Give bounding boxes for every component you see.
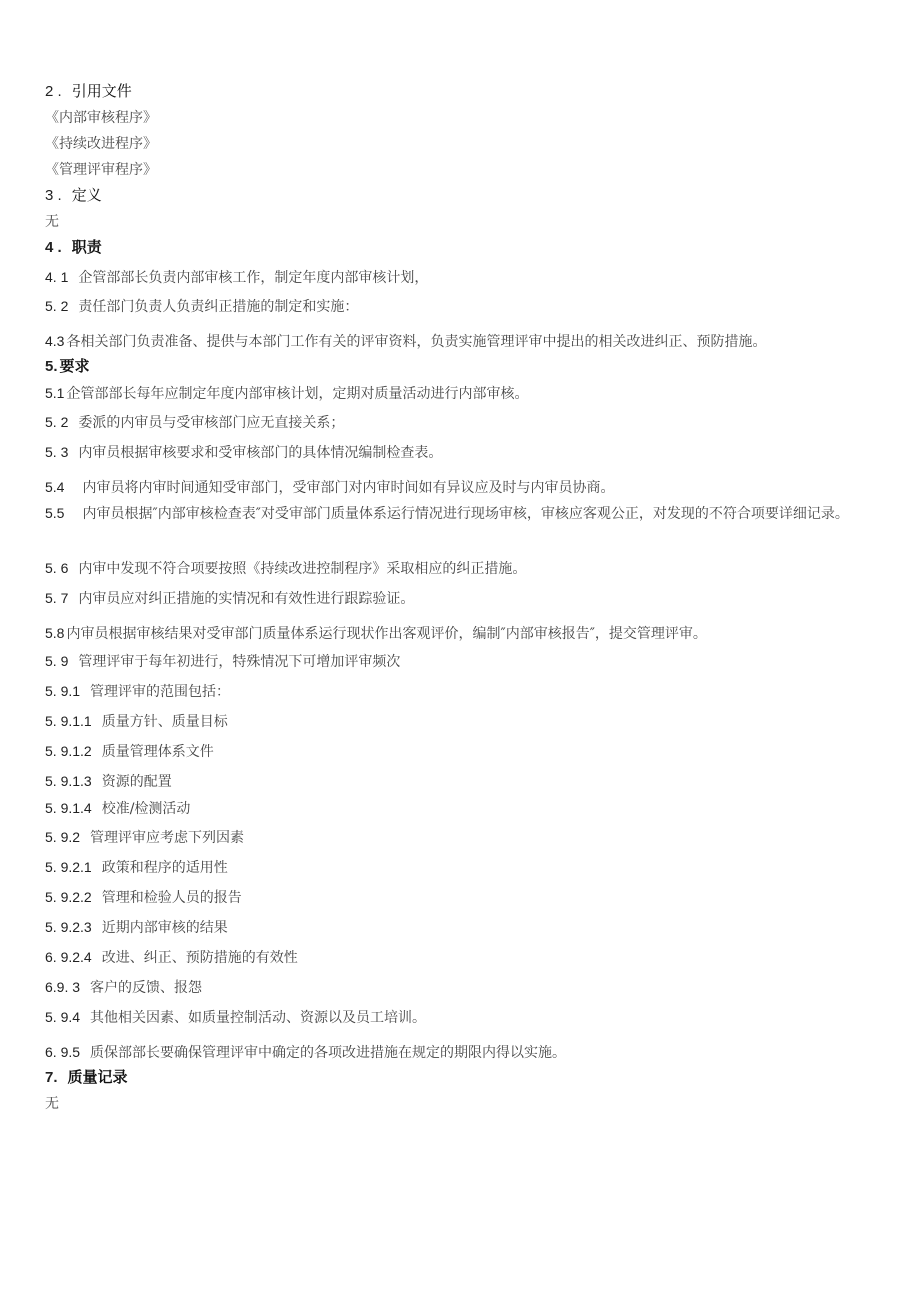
clause-number: 5. 6	[45, 560, 69, 576]
clause-number: 5. 9.1.2	[45, 743, 92, 759]
clause-number: 5. 9.1.4	[45, 800, 92, 816]
clause-text: 校准/检测活动	[101, 801, 191, 817]
clause-number: 5. 3	[45, 444, 69, 460]
clause-text: 质保部部长要确保管理评审中确定的各项改进措施在规定的期限内得以实施。	[90, 1045, 567, 1061]
section-number: 2 .	[45, 83, 62, 100]
clause-text: 改进、纠正、预防措施的有效性	[101, 950, 298, 966]
clause-text: 内审员根据审核要求和受审核部门的具体情况编制检查表。	[78, 445, 443, 461]
clause-text: 质量方针、质量目标	[101, 714, 228, 730]
clause-5-9	[45, 648, 876, 675]
clause-5-6	[45, 555, 876, 582]
clause-5-9-4	[45, 1004, 876, 1031]
section-heading-responsibilities	[45, 235, 876, 261]
section-title: 职责	[71, 239, 102, 256]
clause-number: 5. 2	[45, 414, 69, 430]
reference-doc-management-review	[45, 157, 876, 183]
clause-number: 5. 9	[45, 653, 69, 669]
clause-text: 近期内部审核的结果	[101, 920, 228, 936]
section-title: 质量记录	[67, 1069, 128, 1086]
clause-4-3	[45, 328, 876, 355]
reference-text: 《内部审核程序》	[45, 110, 157, 126]
clause-number: 4.3	[45, 333, 65, 349]
clause-5-3	[45, 439, 876, 466]
section-number: 5.	[45, 358, 58, 375]
section-title: 要求	[59, 358, 90, 375]
section-heading-references	[45, 79, 876, 105]
reference-doc-internal-audit	[45, 105, 876, 131]
reference-text: 《持续改进程序》	[45, 136, 157, 152]
clause-6-9-2-4	[45, 944, 876, 971]
reference-text: 《管理评审程序》	[45, 162, 157, 178]
clause-text: 责任部门负责人负责纠正措施的制定和实施：	[78, 299, 359, 315]
clause-5-7	[45, 585, 876, 612]
clause-5-9-2	[45, 824, 876, 851]
clause-text: 内审员应对纠正措施的实情况和有效性进行跟踪验证。	[78, 591, 415, 607]
clause-number: 5. 2	[45, 298, 69, 314]
clause-5-2	[45, 409, 876, 436]
clause-text: 政策和程序的适用性	[101, 860, 228, 876]
section-number: 4 .	[45, 239, 62, 256]
clause-number: 6.9. 3	[45, 979, 81, 995]
clause-text: 质量管理体系文件	[101, 744, 214, 760]
clause-5-9-1-4	[45, 795, 876, 822]
clause-number: 5. 9.2	[45, 829, 81, 845]
clause-6-9-3	[45, 974, 876, 1001]
clause-5-8	[45, 620, 876, 647]
section-heading-quality-records	[45, 1065, 876, 1091]
clause-5-9-1-3	[45, 768, 876, 795]
clause-text: 各相关部门负责准备、提供与本部门工作有关的评审资料，负责实施管理评审中提出的相关改进纠正、预防措施。	[66, 334, 767, 350]
clause-text: 客户的反馈、报怨	[90, 980, 203, 996]
clause-number: 5. 9.2.3	[45, 919, 92, 935]
clause-number: 5. 9.1.3	[45, 773, 92, 789]
clause-5-4	[45, 474, 876, 501]
clause-text: 管理评审的范围包括：	[90, 684, 231, 700]
clause-5-9-1-1	[45, 708, 876, 735]
clause-number: 5.8	[45, 625, 65, 641]
clause-number: 4. 1	[45, 269, 69, 285]
reference-doc-continuous-improvement	[45, 131, 876, 157]
clause-number: 5. 9.2.2	[45, 889, 92, 905]
section-heading-definition	[45, 183, 876, 209]
section-number: 3 .	[45, 187, 62, 204]
body-text: 无	[45, 1096, 59, 1112]
clause-number: 5.5	[45, 505, 65, 521]
section-number: 7.	[45, 1069, 58, 1086]
clause-text: 其他相关因素、如质量控制活动、资源以及员工培训。	[90, 1010, 427, 1026]
clause-number: 5. 9.1	[45, 683, 81, 699]
clause-text: 管理和检验人员的报告	[101, 890, 242, 906]
clause-number: 5. 9.2.1	[45, 859, 92, 875]
clause-text: 管理评审于每年初进行，特殊情况下可增加评审频次	[78, 654, 401, 670]
section-title: 引用文件	[71, 83, 132, 100]
clause-5-9-1	[45, 678, 876, 705]
clause-5-9-2-1	[45, 854, 876, 881]
clause-5-9-2-3	[45, 914, 876, 941]
clause-5-9-2-2	[45, 884, 876, 911]
section-heading-requirements	[45, 354, 876, 380]
clause-number: 5. 9.1.1	[45, 713, 92, 729]
clause-4-2	[45, 293, 876, 320]
clause-text: 委派的内审员与受审核部门应无直接关系；	[78, 415, 345, 431]
clause-text: 企管部部长每年应制定年度内部审核计划，定期对质量活动进行内部审核。	[66, 386, 529, 402]
clause-5-1	[45, 380, 876, 407]
body-text: 无	[45, 214, 59, 230]
clause-text: 企管部部长负责内部审核工作，制定年度内部审核计划，	[78, 270, 429, 286]
clause-4-1	[45, 264, 876, 291]
clause-number: 6. 9.5	[45, 1044, 81, 1060]
clause-text: 内审员根据审核结果对受审部门质量体系运行现状作出客观评价，编制″内部审核报告″，提交管理评审。	[66, 626, 707, 642]
clause-5-9-1-2	[45, 738, 876, 765]
clause-6-9-5	[45, 1039, 876, 1066]
clause-5-5	[45, 500, 876, 527]
clause-text: 管理评审应考虑下列因素	[90, 830, 245, 846]
clause-number: 5. 7	[45, 590, 69, 606]
clause-text: 内审中发现不符合项要按照《持续改进控制程序》采取相应的纠正措施。	[78, 561, 527, 577]
clause-text: 内审员将内审时间通知受审部门，受审部门对内审时间如有异议应及时与内审员协商。	[82, 480, 615, 496]
clause-text: 资源的配置	[101, 774, 172, 790]
definition-none	[45, 209, 876, 235]
quality-records-none	[45, 1091, 876, 1117]
section-title: 定义	[71, 187, 102, 204]
clause-number: 5. 9.4	[45, 1009, 81, 1025]
clause-number: 6. 9.2.4	[45, 949, 92, 965]
clause-number: 5.1	[45, 385, 65, 401]
clause-text: 内审员根据″内部审核检查表″对受审部门质量体系运行情况进行现场审核，审核应客观公正，对发现的不符合项要详细记录。	[82, 506, 849, 522]
clause-number: 5.4	[45, 479, 65, 495]
